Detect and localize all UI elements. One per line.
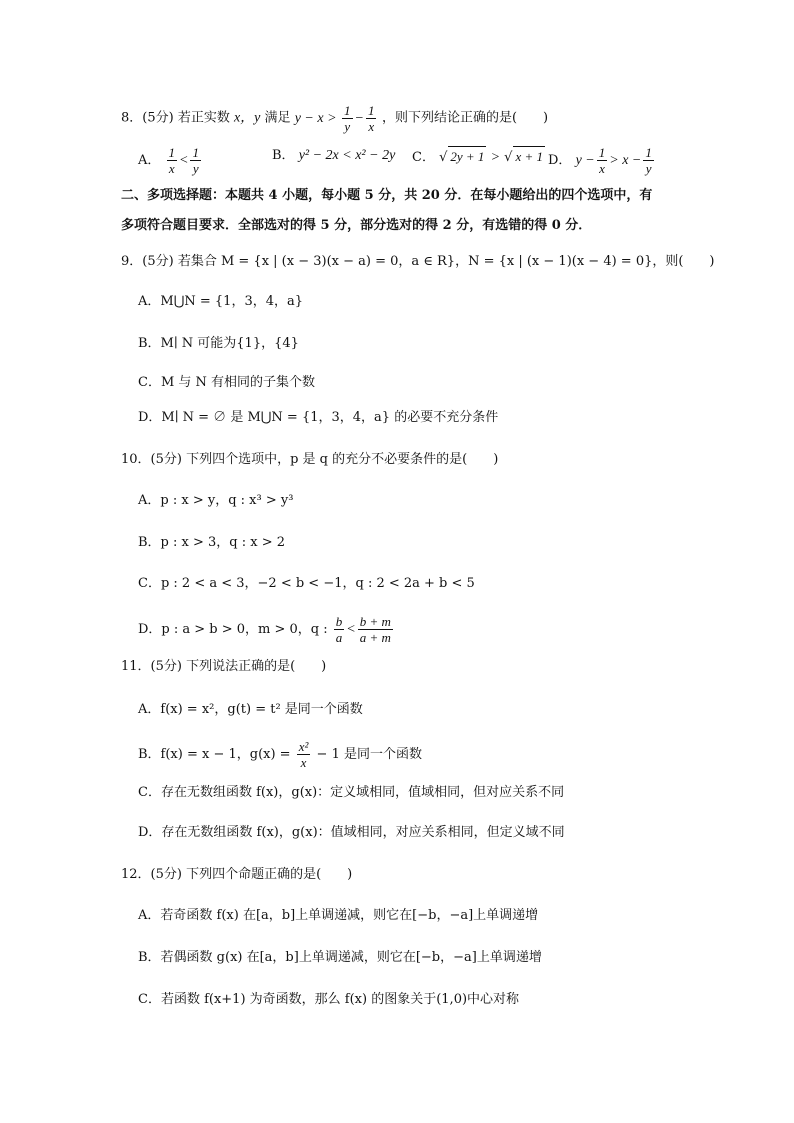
q11-option-d: D．存在无数组函数 f(x)，g(x)：值域相同，对应关系相同，但定义域不同 xyxy=(138,825,565,840)
q9-option-c: C．M 与 N 有相同的子集个数 xyxy=(138,375,316,390)
q12-option-a: A．若奇函数 f(x) 在[a，b]上单调递减，则它在[−b，−a]上单调递增 xyxy=(138,908,539,923)
q8-option-c-label: C． xyxy=(412,150,435,165)
q11-stem: 11．(5分) 下列说法正确的是( ) xyxy=(121,659,327,674)
q8-stem xyxy=(121,104,548,133)
q8-stem-post: ，则下列结论正确的是( ) xyxy=(381,110,549,126)
q11-b-frac-x2-over-x: $\frac{\text{x²}}{x}$ xyxy=(298,739,309,770)
q9-stem: 9．(5分) 若集合 M = {x | (x − 3)(x − a) = 0，a ∈ R}，N = {x | (x − 1)(x − 4) = 0}，则( ) xyxy=(121,254,715,269)
q8-d-frac-1-over-x: $\frac{1}{x}$ xyxy=(598,145,606,176)
q10-option-d-pre: D．p : a > b > 0，m > 0，q : xyxy=(138,622,328,637)
q11-option-b-pre: B．f(x) = x − 1，g(x) = xyxy=(138,747,291,762)
q8-option-d: D． y − $\frac{1}{x}$ > x − $\frac{1}{y}$ xyxy=(548,145,652,176)
section2-line2: 多项符合题目要求．全部选对的得 5 分，部分选对的得 2 分，有选错的得 0 分． xyxy=(121,218,592,233)
q10-option-a: A．p : x > y，q : x³ > y³ xyxy=(138,493,294,508)
q8-option-a-label: A． xyxy=(138,153,161,168)
q11-option-b xyxy=(138,740,422,769)
q10-d-frac-b-over-a: $\frac{b}{a}$ xyxy=(335,614,343,645)
q8-stem-vars: x，y xyxy=(233,110,261,126)
q12-stem: 12．(5分) 下列四个命题正确的是( ) xyxy=(121,867,353,882)
q8-option-d-label: D． xyxy=(548,153,572,168)
q10-option-d: D．p : a > b > 0，m > 0，q : $\frac{b}{a}$ < $\frac{b + m}{a + m}$ xyxy=(138,614,391,645)
q10-d-frac-bm-over-am: $\frac{b + m}{a + m}$ xyxy=(359,614,391,645)
q8-option-a: A． $\frac{1}{x}$ < $\frac{1}{y}$ xyxy=(138,145,199,176)
section2-line1: 二、多项选择题：本题共 4 小题，每小题 5 分，共 20 分．在每小题给出的四个选项中，有 xyxy=(121,188,653,203)
q10-option-c: C．p : 2 < a < 3，−2 < b < −1，q : 2 < 2a + b < 5 xyxy=(138,576,475,591)
q8-d-frac-1-over-y: $\frac{1}{y}$ xyxy=(645,145,652,176)
q8-option-b-label: B． xyxy=(272,148,295,163)
q11-option-a: A．f(x) = x²，g(t) = t² 是同一个函数 xyxy=(138,702,363,717)
q8-stem-inequality: y − x > $\frac{1}{y}$ − $\frac{1}{x}$ xyxy=(294,103,375,134)
q8-stem-mid: 满足 xyxy=(264,110,291,126)
q8-stem-pre: 8．(5分) 若正实数 xyxy=(121,110,230,126)
q8-options xyxy=(138,145,652,176)
q12-option-b: B．若偶函数 g(x) 在[a，b]上单调递减，则它在[−b，−a]上单调递增 xyxy=(138,950,542,965)
q10-option-b: B．p : x > 3，q : x > 2 xyxy=(138,535,286,550)
q8-option-c: C． √ 2y + 1 > √ x + 1 xyxy=(412,146,545,168)
q9-option-d: D．M∣ N = ∅ 是 M⋃N = {1，3，4，a} 的必要不充分条件 xyxy=(138,410,499,425)
q10-stem: 10．(5分) 下列四个选项中，p 是 q 的充分不必要条件的是( ) xyxy=(121,452,499,467)
q8-option-b xyxy=(272,146,395,166)
q8-frac-1-over-y: $\frac{1}{y}$ xyxy=(344,103,351,134)
q9-option-b: B．M∣ N 可能为{1}，{4} xyxy=(138,336,299,351)
q8-frac-1-over-x: $\frac{1}{x}$ xyxy=(367,103,375,134)
q12-option-c: C．若函数 f(x+1) 为奇函数，那么 f(x) 的图象关于(1,0)中心对称 xyxy=(138,992,520,1007)
q11-option-b-post: − 1 是同一个函数 xyxy=(316,747,422,762)
q8-option-b-expr: y² − 2x < x² − 2y xyxy=(298,148,396,163)
q11-option-c: C．存在无数组函数 f(x)，g(x)：定义域相同，值域相同，但对应关系不同 xyxy=(138,785,565,800)
q8-a-frac-1-over-y: $\frac{1}{y}$ xyxy=(192,145,199,176)
q9-option-a: A．M⋃N = {1，3，4，a} xyxy=(138,294,304,309)
q8-a-frac-1-over-x: $\frac{1}{x}$ xyxy=(168,145,176,176)
